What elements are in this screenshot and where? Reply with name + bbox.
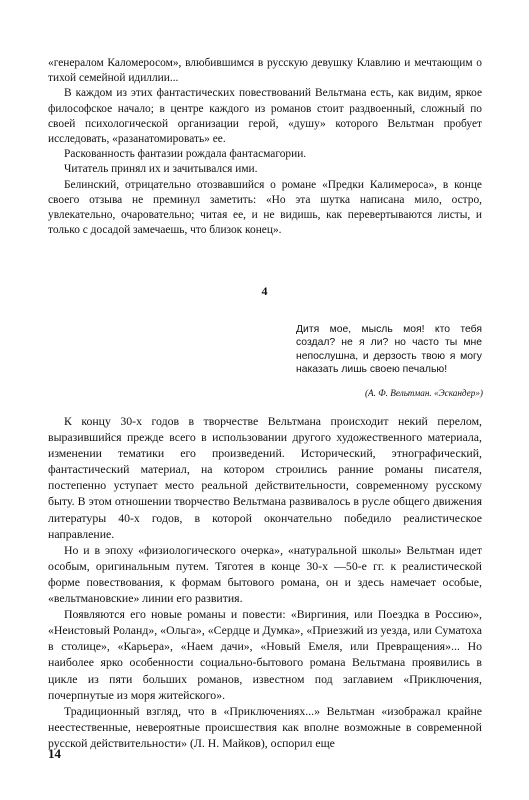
paragraph: Белинский, отрицательно отозвавшийся о романе «Предки Калимероса», в конце своего отзыва не преминул заметить: «Но эта шутка написана мило, остро, увлекательно, очаровательно; читая ее, и не видишь, как перевертываются листы, и только с досадой замечаешь, что близок конец». <box>48 178 482 237</box>
paragraph: «генералом Каломеросом», влюбившимся в русскую девушку Клавлию и мечтающим о тихой семейной идиллии... <box>48 57 482 85</box>
text-block-top <box>48 56 482 238</box>
paragraph: Раскованность фантазии рождала фантасмагории. <box>64 148 307 161</box>
section-number: 4 <box>261 284 268 298</box>
paragraph: Появляются его новые романы и повести: «Виргиния, или Поездка в Россию», «Неистовый Роланд», «Ольга», «Сердце и Думка», «Приезжий из уезда, или Суматоха в столице», «Карьера», «Наем дачи», «Новый Емеля, или Превращения»... Но наиболее ярко особенности социально-бытового романа Вельтмана проявились в цикле из пяти больших романов, известном под заглавием «Приключения, почерпнутые из моря житейского». <box>48 607 482 702</box>
page-number: 14 <box>48 746 61 761</box>
paragraph: Традиционный взгляд, что в «Приключениях...» Вельтман «изображал крайне неестественные, невероятные происшествия как вполне возможные в современной русской действительности» (Л. Н. Майков), оспорил еще <box>48 703 482 750</box>
paragraph: В каждом из этих фантастических повествований Вельтмана есть, как видим, яркое философское начало; в центре каждого из романов стоит раздвоенный, сложный по своей психологической организации герой, «душу» которого Вельтман пробует исследовать, «разанатомировать» ее. <box>48 87 482 146</box>
text-block-bottom <box>48 413 482 751</box>
paragraph: К концу 30-х годов в творчестве Вельтмана происходит некий перелом, выразившийся прежде всего в использовании другого художественного материала, изменении тематики его произведений. Исторический, этнографический, фантастический материал, на котором строились ранние романы писателя, постепенно уступает место реальной действительности, современному русскому быту. В этом отношении творчество Вельтмана развивалось в русле общего движения литературы 40-х годов, в которой окончательно победило реалистическое направление. <box>48 414 482 541</box>
epigraph-text: Дитя мое, мысль моя! кто тебя создал? не я ли? но часто ты мне непослушна, и дерзость твою я могу наказать лишь своею печалью! <box>296 324 482 376</box>
paragraph: Читатель принял их и зачитывался ими. <box>64 163 258 176</box>
epigraph-source: (А. Ф. Вельтман. «Эскандер») <box>364 388 483 398</box>
paragraph: Но и в эпоху «физиологического очерка», «натуральной школы» Вельтман идет особым, оригинальным путем. Тяготея в конце 30-х —50-е гг. к реалистической форме повествования, к формам бытового романа, он и здесь намечает особые, «вельтмановские» линии его развития. <box>48 542 482 606</box>
